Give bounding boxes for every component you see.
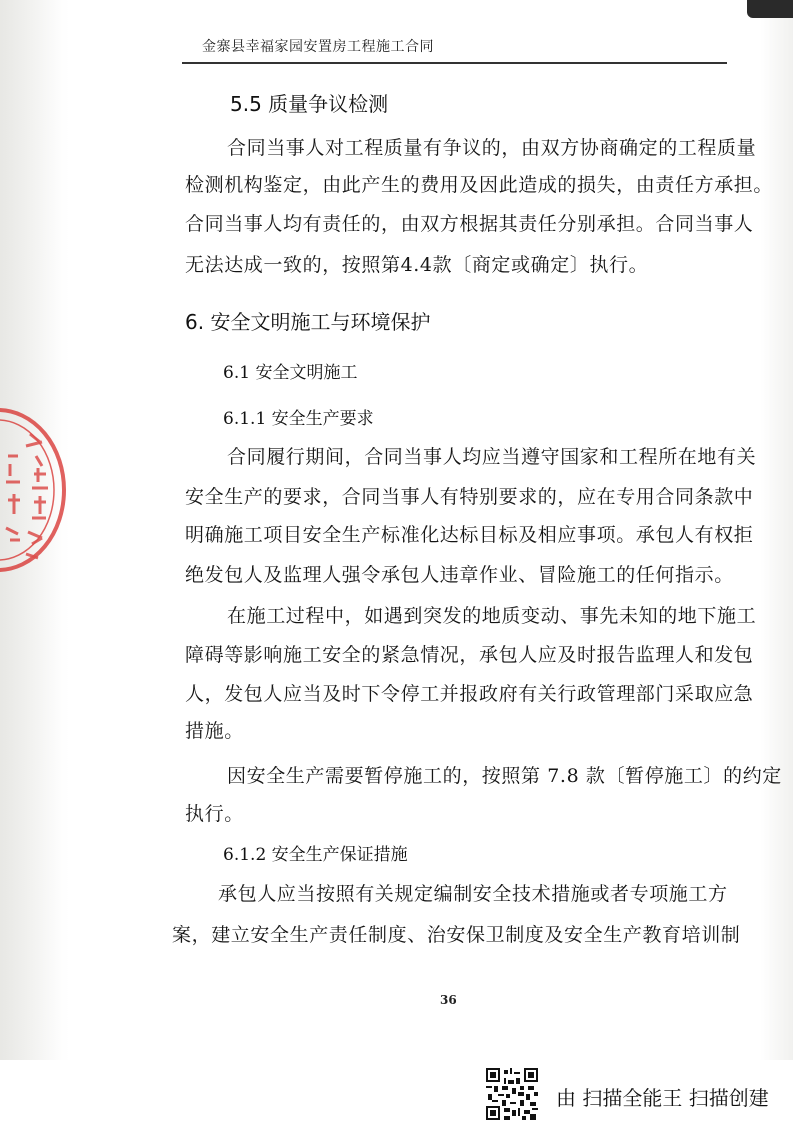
paragraph-line: 在施工过程中，如遇到突发的地质变动、事先未知的地下施工 bbox=[227, 605, 757, 627]
red-seal-icon bbox=[0, 404, 74, 576]
paragraph-line: 承包人应当按照有关规定编制安全技术措施或者专项施工方 bbox=[218, 883, 728, 905]
scan-corner-mark bbox=[747, 0, 793, 18]
paragraph-line: 安全生产的要求，合同当事人有特别要求的，应在专用合同条款中 bbox=[185, 486, 754, 508]
paragraph-line: 执行。 bbox=[185, 803, 244, 825]
paragraph-line: 障碍等影响施工安全的紧急情况，承包人应及时报告监理人和发包 bbox=[185, 644, 754, 666]
header-rule bbox=[182, 62, 727, 64]
heading-6-1-1: 6.1.1 安全生产要求 bbox=[223, 409, 374, 429]
scanner-watermark-text: 由 扫描全能王 扫描创建 bbox=[556, 1086, 769, 1110]
paragraph-line: 合同当事人均有责任的，由双方根据其责任分别承担。合同当事人 bbox=[185, 213, 754, 235]
paragraph-line: 检测机构鉴定，由此产生的费用及因此造成的损失，由责任方承担。 bbox=[185, 174, 774, 196]
header-title: 金寨县幸福家园安置房工程施工合同 bbox=[202, 39, 434, 55]
heading-6: 6. 安全文明施工与环境保护 bbox=[185, 310, 431, 334]
heading-5-5: 5.5 质量争议检测 bbox=[230, 92, 389, 116]
paragraph-line: 因安全生产需要暂停施工的，按照第 7.8 款〔暂停施工〕的约定 bbox=[227, 765, 782, 787]
paragraph-line: 合同履行期间，合同当事人均应当遵守国家和工程所在地有关 bbox=[227, 446, 757, 468]
paragraph-line: 无法达成一致的，按照第4.4款〔商定或确定〕执行。 bbox=[185, 254, 649, 276]
page-number: 36 bbox=[440, 993, 457, 1007]
heading-6-1-2: 6.1.2 安全生产保证措施 bbox=[223, 845, 408, 865]
paragraph-line: 绝发包人及监理人强令承包人违章作业、冒险施工的任何指示。 bbox=[185, 564, 734, 586]
heading-6-1: 6.1 安全文明施工 bbox=[223, 363, 358, 383]
paragraph-line: 明确施工项目安全生产标准化达标目标及相应事项。承包人有权拒 bbox=[185, 524, 754, 546]
qr-code-icon bbox=[486, 1068, 538, 1120]
paragraph-line: 案，建立安全生产责任制度、治安保卫制度及安全生产教育培训制 bbox=[172, 924, 741, 946]
paragraph-line: 合同当事人对工程质量有争议的，由双方协商确定的工程质量 bbox=[227, 137, 757, 159]
paragraph-line: 措施。 bbox=[185, 720, 244, 742]
paragraph-line: 人，发包人应当及时下令停工并报政府有关行政管理部门采取应急 bbox=[185, 683, 754, 705]
